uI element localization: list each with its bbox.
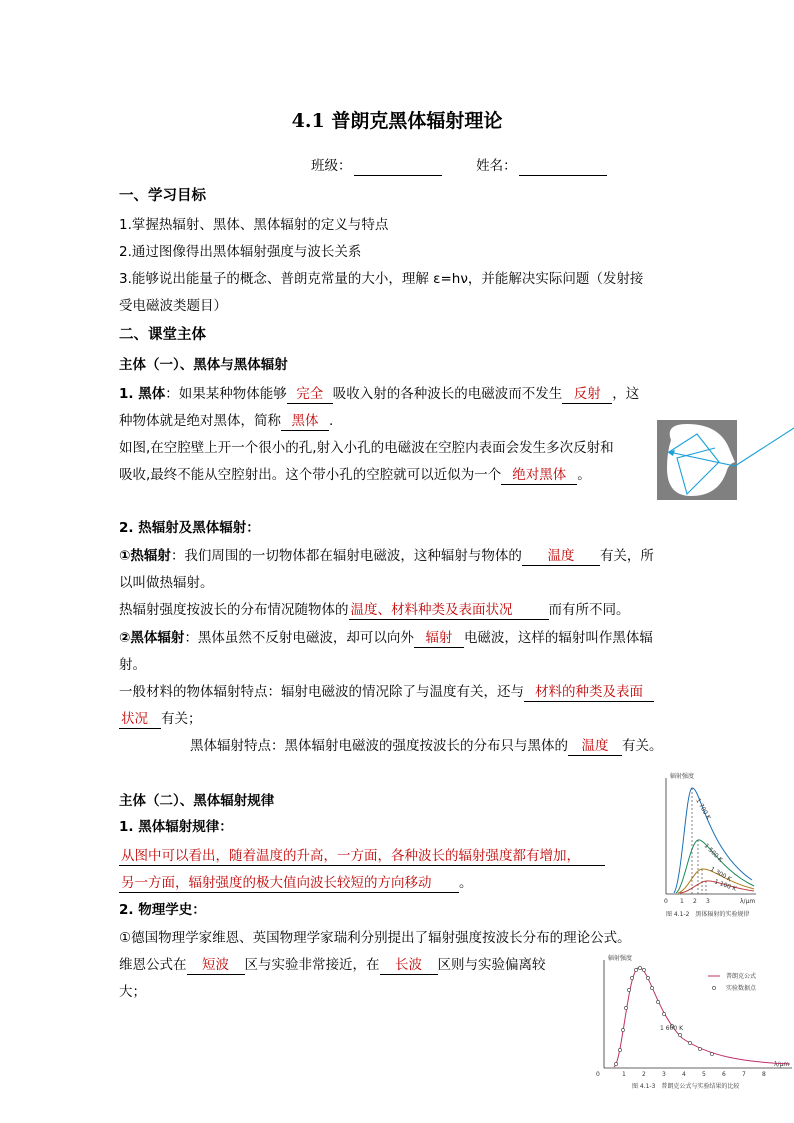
data-point [698,1047,701,1050]
blackbody-def [119,384,639,404]
data-point [710,1052,713,1055]
text: 吸收,最终不能从空腔射出。这个带小孔的空腔就可以近似为一个 [119,467,502,483]
part1-heading: 主体（一）、黑体与黑体辐射 [119,357,288,373]
planck-comparison-figure [592,952,794,1092]
data-point [638,966,641,969]
data-point [642,968,645,971]
legend-planck: 普朗克公式 [726,973,757,980]
text: ：如果某种物体能够 [165,386,287,402]
class-label: 班级： [311,158,352,174]
answer-8-cont: 状况 [119,711,161,729]
text: 有关，所 [599,548,654,564]
text: 有关； [161,711,202,727]
data-point [621,1028,624,1031]
wien-text-cont: 大； [119,984,146,1000]
data-point [624,1006,627,1009]
legend-experiment: 实验数据点 [726,985,757,992]
general-material-cont [119,709,202,729]
part3-heading: 主体（二）、黑体辐射规律 [119,793,275,809]
goal-item-1: 1.掌握热辐射、黑体、黑体辐射的定义与特点 [119,217,389,233]
x-axis-label: λ/μm [774,1061,790,1068]
text: 一般材料的物体辐射特点：辐射电磁波的情况除了与温度有关，还与 [119,684,524,700]
answer-6: 温度、材料种类及表面状况 [349,602,549,620]
temp-label: 1 700 K [694,797,712,821]
figure-caption: 图 4.1-2 黑体辐射的实验规律 [666,911,750,918]
data-point [662,1012,665,1015]
answer-1: 完全 [287,386,333,404]
thermal-radiation-cont: 以叫做热辐射。 [119,575,214,591]
text: 有关。 [622,738,663,754]
data-point [656,1000,659,1003]
answer-10-cont: 另一方面，辐射强度的极大值向波长较短的方向移动 [119,875,459,893]
text: 黑体辐射特点：黑体辐射电磁波的强度按波长的分布只与黑体的 [190,738,568,754]
text: ：我们周围的一切物体都在辐射电磁波，这种辐射与物体的 [170,548,522,564]
tick-2: 2 [693,898,697,905]
wien-text [119,955,546,975]
text: 。 [459,875,473,891]
tick-7: 7 [742,1071,746,1078]
answer-4: 绝对黑体 [501,467,577,485]
tick-8: 8 [762,1071,766,1078]
text: 吸收入射的各种波长的电磁波而不发生 [332,386,563,402]
answer-12: 长波 [380,957,438,975]
history-heading: 2. 物理学史： [119,902,206,918]
figure-caption: 图 4.1-3 普朗克公式与实验结果的比较 [632,1083,740,1090]
text: 。 [577,467,591,483]
tick-labels [596,1071,766,1078]
part2-heading: 2. 热辐射及黑体辐射： [119,520,260,536]
temp-label: 1 500 K [702,842,724,864]
planck-curve [614,968,790,1067]
tick-0: 0 [596,1071,600,1078]
temp-label: 1 100 K [713,878,738,893]
tick-6: 6 [722,1071,726,1078]
cavity-figure [657,418,794,500]
cavity-text-1: 如图,在空腔壁上开一个很小的孔,射入小孔的电磁波在空腔内表面会发生多次反射和 [119,440,614,456]
tick-1: 1 [622,1071,626,1078]
temp-label: 1 600 K [660,1025,684,1032]
temp-label: 1 300 K [709,865,733,884]
thermal-radiation-def [119,546,654,566]
x-axis-label: λ/μm [740,898,756,905]
answer-11: 短波 [187,957,245,975]
tick-3: 3 [706,898,710,905]
text: 电磁波，这样的辐射叫作黑体辐 [463,630,653,646]
text: 种物体就是绝对黑体，简称 [119,413,281,429]
text: ，这 [612,386,640,402]
tick-5: 5 [702,1071,706,1078]
sec2-heading: 二、课堂主体 [119,327,206,343]
law-answer-2 [119,873,473,893]
page-title: 4.1 普朗克黑体辐射理论 [291,110,503,132]
data-point [688,1041,691,1044]
thermal-distribution [119,600,630,620]
name-blank[interactable] [519,160,607,176]
history-text: ①德国物理学家维恩、英国物理学家瑞利分别提出了辐射强度按波长分布的理论公式。 [119,930,631,946]
general-material [119,682,654,702]
text: 热辐射强度按波长的分布情况随物体的 [119,602,349,618]
cavity-text-2 [119,465,591,485]
tick-3: 3 [662,1071,666,1078]
goal-item-2: 2.通过图像得出黑体辐射强度与波长关系 [119,244,362,260]
y-axis-label: 辐射强度 [670,773,695,780]
answer-8: 材料的种类及表面 [524,684,654,702]
data-point [650,986,653,989]
blackbody-curves-figure [660,770,760,920]
answer-5: 温度 [522,548,600,566]
data-point [627,988,630,991]
legend-dot [712,986,715,989]
blackbody-def-cont [119,411,333,431]
tick-1: 1 [680,898,684,905]
curve-1700k [674,788,752,893]
blackbody-label: 1. 黑体 [119,386,166,402]
answer-3: 黑体 [281,413,329,431]
y-axis-label: 辐射强度 [608,955,633,962]
data-point [634,968,637,971]
blackbody-radiation-def [119,628,653,648]
experiment-points [614,966,713,1065]
blackbody-feature [190,736,663,756]
answer-7: 辐射 [414,630,464,648]
law-answer-1 [119,846,605,866]
answer-2: 反射 [562,386,612,404]
tick-0: 0 [664,898,668,905]
data-point [678,1033,681,1036]
name-label: 姓名： [476,158,517,174]
answer-9: 温度 [568,738,622,756]
data-point [630,976,633,979]
tick-2: 2 [642,1071,646,1078]
tick-4: 4 [682,1071,686,1078]
text: 而有所不同。 [548,602,630,618]
bb-label: ②黑体辐射 [119,630,185,646]
class-blank[interactable] [354,160,442,176]
text: ：黑体虽然不反射电磁波，却可以向外 [184,630,414,646]
text: 区则与实验偏离较 [437,957,546,973]
text: . [329,413,334,429]
data-point [646,976,649,979]
law-heading: 1. 黑体辐射规律： [119,819,233,835]
data-point [614,1062,617,1065]
text: 维恩公式在 [119,957,187,973]
student-info [311,156,607,176]
blackbody-radiation-cont: 射。 [119,657,146,673]
goal-item-3-cont: 受电磁波类题目） [119,298,227,314]
data-point [618,1048,621,1051]
text: 区与实验非常接近，在 [244,957,380,973]
thermal-label: ①热辐射 [119,548,171,564]
sec1-heading: 一、学习目标 [119,188,206,204]
goal-item-3: 3.能够说出能量子的概念、普朗克常量的大小，理解 ε=hν，并能解决实际问题（发射接 [119,271,644,287]
answer-10: 从图中可以看出，随着温度的升高，一方面，各种波长的辐射强度都有增加， [119,848,605,866]
